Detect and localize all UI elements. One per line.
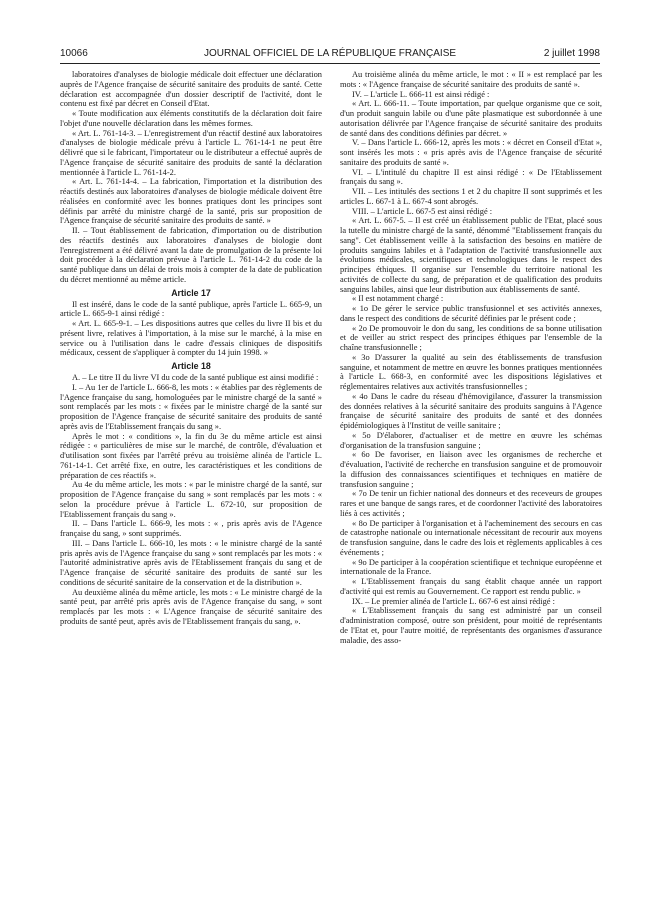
paragraph: « 4o Dans le cadre du réseau d'hémovigilance, d'assurer la transmission des données relatives à la sécurité sanitaire des produits sanguins à l'Agence française de sécurité sanitaire des produits de santé et des données épidémiologiques à l'Institut de veille sanitaire ;: [340, 391, 602, 430]
paragraph: « 8o De participer à l'organisation et à l'acheminement des secours en cas de catastrophe nationale ou internationale nécessitant de recourir aux moyens de transfusion sanguine, dans le cadre des lois et règlements applicables à ces événements ;: [340, 518, 602, 557]
paragraph: « Toute modification aux éléments constitutifs de la déclaration doit faire l'objet d'une nouvelle déclaration dans les mêmes formes.: [60, 109, 322, 128]
paragraph: Au troisième alinéa du même article, le mot : « II » est remplacé par les mots : « l'Agence française de sécurité sanitaire des produits de santé ».: [340, 70, 602, 89]
header-rule: [60, 63, 600, 64]
paragraph: « Art. L. 761-14-3. – L'enregistrement d'un réactif destiné aux laboratoires d'analyses de biologie médicale prévu à l'article L. 761-14-1 ne peut être délivré que si le fabricant, l'importateur ou le distributeur a effectué auprès de l'Agence française de sécurité sanitaire des produits de santé la déclaration mentionnée à l'article L. 761-14-2.: [60, 128, 322, 177]
paragraph: « 1o De gérer le service public transfusionnel et ses activités annexes, dans le respect des conditions de sécurité définies par le présent code ;: [340, 304, 602, 323]
paragraph: « L'Etablissement français du sang établit chaque année un rapport d'activité qui est remis au Gouvernement. Ce rapport est rendu public. »: [340, 577, 602, 596]
paragraph: III. – Dans l'article L. 666-10, les mots : « le ministre chargé de la santé pris après avis de l'Agence française du sang » sont remplacés par les mots : « l'autorité administrative après avis de l'Etablissement français du sang et de l'Agence française de sécurité sanitaire des produits de santé sur les conditions de sécurité sanitaire de la conservation et de la distribution ».: [60, 538, 322, 587]
paragraph: II. – Tout établissement de fabrication, d'importation ou de distribution des réactifs destinés aux laboratoires d'analyses de biologie dont l'enregistrement a été délivré avant la date de promulgation de la présente loi doit procéder à la déclaration prévue à l'article L. 761-14-2 du code de la santé publique dans un délai de trois mois à compter de la date de publication du décret mentionné au même article.: [60, 226, 322, 284]
paragraph: I. – Au 1er de l'article L. 666-8, les mots : « établies par des règlements de l'Agence française du sang, homologuées par le ministre chargé de la santé » sont remplacés par les mots : « fixées par le ministre chargé de la santé sur proposition de l'Agence française de sécurité sanitaire des produits de santé après avis de l'Etablissement français du sang ».: [60, 382, 322, 431]
paragraph: laboratoires d'analyses de biologie médicale doit effectuer une déclaration auprès de l'Agence française de sécurité sanitaire des produits de santé. Cette déclaration est accompagnée d'un dossier descriptif de l'activité, dont le contenu est fixé par décret en Conseil d'Etat.: [60, 70, 322, 109]
paragraph: « Art. L. 667-5. – Il est créé un établissement public de l'Etat, placé sous la tutelle du ministre chargé de la santé, dénommé "Etablissement français du sang". Cet établissement veille à la satisfaction des besoins en matière de produits sanguins labiles et à l'adaptation de l'activité transfusionnelle aux évolutions médicales, scientifiques et technologiques dans le respect des principes éthiques. Il organise sur l'ensemble du territoire national les activités de collecte du sang, de préparation et de qualification des produits sanguins labiles, ainsi que leur distribution aux établissements de santé.: [340, 216, 602, 294]
article-heading: Article 17: [171, 287, 211, 298]
paragraph: Au 4e du même article, les mots : « par le ministre chargé de la santé, sur proposition de l'Agence française du sang » sont remplacés par les mots : « selon la procédure prévue à l'article L. 672-10, sur proposition de l'Etablissement français du sang ».: [60, 480, 322, 519]
paragraph: « 9o De participer à la coopération scientifique et technique européenne et internationale de la France.: [340, 557, 602, 577]
paragraph: Après le mot : « conditions », la fin du 3e du même article est ainsi rédigée : « particulières de mise sur le marché, de contrôle, d'évaluation et d'utilisation sont fixées par l'arrêté prévu au troisième alinéa de l'article L. 761-14-1. Cet arrêté fixe, en outre, les caractéristiques et les conditions de préparation de ces réactifs ».: [60, 431, 322, 480]
page-number: 10066: [60, 48, 88, 59]
paragraph: « L'Etablissement français du sang est administré par un conseil d'administration composé, outre son président, pour moitié de représentants de l'Etat et, pour l'autre moitié, de représentants des organismes d'assurance maladie, des asso-: [340, 606, 602, 645]
paragraph: « 6o De favoriser, en liaison avec les organismes de recherche et d'évaluation, l'activité de recherche en transfusion sanguine et de promouvoir la diffusion des connaissances scientifiques et techniques en matière de transfusion sanguine ;: [340, 450, 602, 489]
paragraph: II. – Dans l'article L. 666-9, les mots : « , pris après avis de l'Agence française du sang, » sont supprimés.: [60, 519, 322, 538]
paragraph: « 7o De tenir un fichier national des donneurs et des receveurs de groupes rares et une banque de sangs rares, et de coordonner l'activité des laboratoires liés à ces activités ;: [340, 489, 602, 518]
paragraph: « Art. L. 665-9-1. – Les dispositions autres que celles du livre II bis et du présent livre, relatives à l'importation, à la mise sur le marché, à la mise en service ou à l'utilisation dans le cadre d'essais cliniques de dispositifs médicaux, cessent de s'appliquer à compter du 14 juin 1998. »: [60, 319, 322, 358]
paragraph: A. – Le titre II du livre VI du code de la santé publique est ainsi modifié :: [72, 373, 319, 382]
paragraph: « Il est notamment chargé :: [352, 294, 444, 304]
article-heading: Article 18: [171, 361, 211, 371]
page-header: [60, 48, 600, 62]
paragraph: « Art. L. 761-14-4. – La fabrication, l'importation et la distribution des réactifs destinés aux laboratoires d'analyses de biologie médicale doivent être réalisées en conformité avec les bonnes pratiques dont les principes sont définis par arrêté du ministre chargé de la santé, pris sur proposition de l'Agence française de sécurité sanitaire des produits de santé. »: [60, 177, 322, 226]
paragraph: « Art. L. 666-11. – Toute importation, par quelque organisme que ce soit, d'un produit sanguin labile ou d'une pâte plasmatique est subordonnée à une autorisation délivrée par l'Agence française de sécurité sanitaire des produits de santé dans des conditions définies par décret. »: [340, 99, 602, 138]
paragraph: « 3o D'assurer la qualité au sein des établissements de transfusion sanguine, et notamment de mettre en œuvre les bonnes pratiques mentionnées à l'article L. 668-3, en conformité avec les dispositions législatives et réglementaires relatives aux activités transfusionnelles ;: [340, 352, 602, 391]
paragraph: VI. – L'intitulé du chapitre II est ainsi rédigé : « De l'Etablissement français du sang ».: [340, 167, 602, 187]
paragraph: VIII. – L'article L. 667-5 est ainsi rédigé :: [352, 206, 493, 216]
paragraph: « 5o D'élaborer, d'actualiser et de mettre en œuvre les schémas d'organisation de la transfusion sanguine ;: [340, 430, 602, 450]
paragraph: VII. – Les intitulés des sections 1 et 2 du chapitre II sont supprimés et les articles L. 667-1 à L. 667-4 sont abrogés.: [340, 187, 602, 206]
paragraph: Il est inséré, dans le code de la santé publique, après l'article L. 665-9, un article L. 665-9-1 ainsi rédigé :: [60, 299, 322, 319]
journal-title: JOURNAL OFFICIEL DE LA RÉPUBLIQUE FRANÇAISE: [203, 48, 457, 59]
paragraph: V. – Dans l'article L. 666-12, après les mots : « décret en Conseil d'Etat », sont insérés les mots : « pris après avis de l'Agence française de sécurité sanitaire des produits de santé ».: [340, 138, 602, 167]
paragraph: « 2o De promouvoir le don du sang, les conditions de sa bonne utilisation et de veiller au strict respect des principes éthiques par l'ensemble de la chaîne transfusionnelle ;: [340, 323, 602, 352]
issue-date: 2 juillet 1998: [543, 48, 600, 59]
paragraph: Au deuxième alinéa du même article, les mots : « Le ministre chargé de la santé peut, par arrêté pris après avis de l'Agence française du sang, » sont remplacés par les mots : « L'Agence française de sécurité sanitaire des produits de santé peut, après avis de l'Etablissement français du sang, ».: [60, 587, 322, 626]
paragraph: IX. – Le premier alinéa de l'article L. 667-6 est ainsi rédigé :: [352, 596, 555, 606]
right-column: [340, 70, 602, 645]
left-column: [60, 70, 322, 627]
paragraph: IV. – L'article L. 666-11 est ainsi rédigé :: [352, 89, 490, 99]
